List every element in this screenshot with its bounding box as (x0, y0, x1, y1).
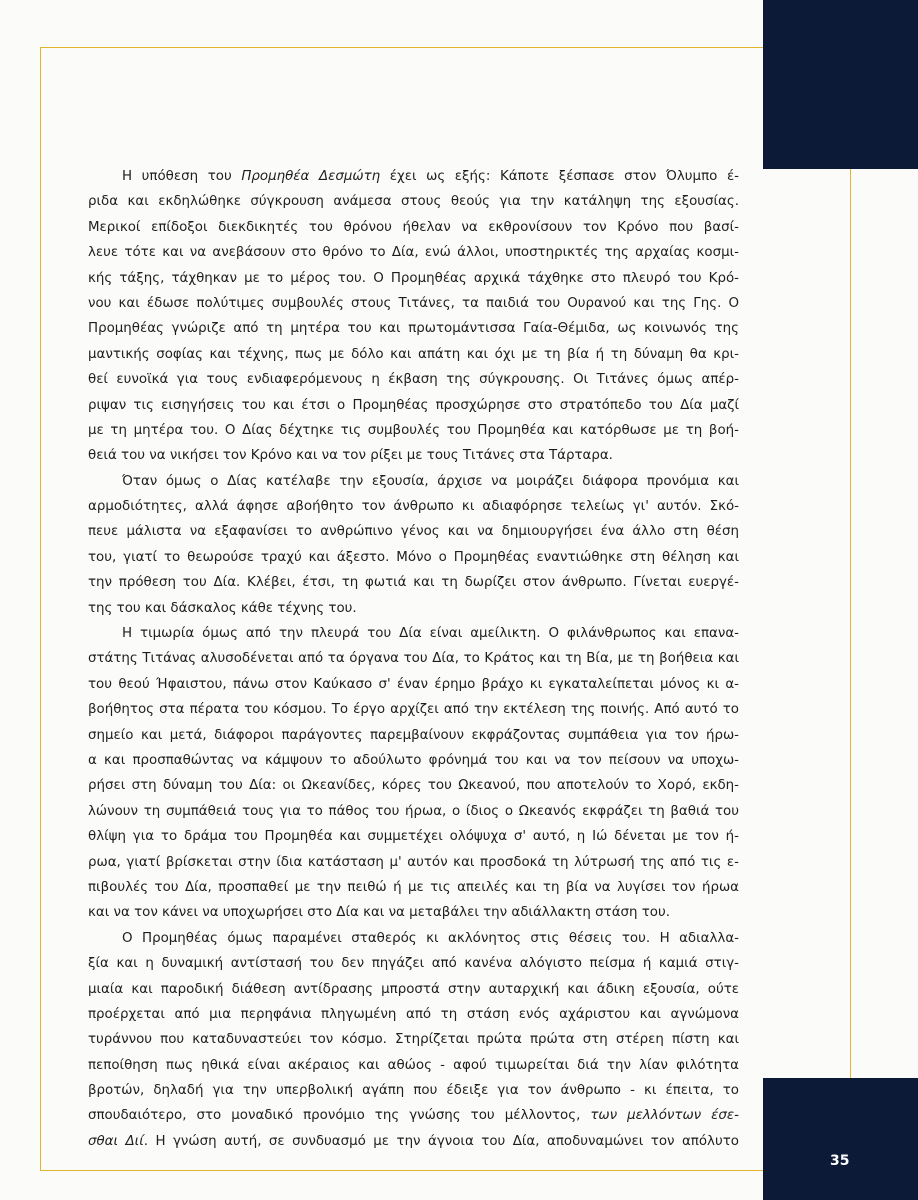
text-line: την πρόθεση του Δία. Κλέβει, έτσι, τη φωτιά και τη δωρίζει στον άνθρωπο. Γίνεται ευεργέ- (88, 575, 739, 591)
text-line: ριδα και εκδηλώθηκε σύγκρουση ανάμεσα στους θεούς για την κατάληψη της εξουσίας. (88, 194, 739, 210)
page-number: 35 (830, 1153, 850, 1169)
text-line: Η υπόθεση του Προμηθέα Δεσμώτη έχει ως εξής: Κάποτε ξέσπασε στον Όλυμπο έ- (122, 169, 740, 184)
text-line: πιβουλές του Δία, προσπαθεί με την πειθώ ή με τις απειλές και τη βία να λυγίσει τον ήρωα (88, 879, 739, 895)
text-line: μιαία και παροδική διάθεση αντίδρασης μπροστά στην αυταρχική και άδικη εξουσία, ούτε (88, 981, 739, 997)
text-line: θεί ευνοϊκά για τους ενδιαφερόμενους η έκβαση της σύγκρουσης. Οι Τιτάνες όμως απέρ- (88, 372, 739, 388)
text-line: ρήσει στη δύναμη του Δία: οι Ωκεανίδες, κόρες του Ωκεανού, που αποτελούν το Χορό, εκδη- (88, 778, 739, 794)
text-line: λώνουν τη συμπάθειά τους για το πάθος του ήρωα, ο ίδιος ο Ωκεανός εκφράζει τη βαθιά του (88, 803, 739, 819)
navy-corner-block-top (763, 0, 918, 169)
text-line: βροτών, δηλαδή για την υπερβολική αγάπη που έδειξε για τον άνθρωπο - κι έπειτα, το (88, 1083, 739, 1099)
text-line: πευε μάλιστα να εξαφανίσει το ανθρώπινο γένος και να δημιουργήσει ένα άλλο στη θέση (88, 524, 739, 540)
text-line: α και προσπαθώντας να κάμψουν το αδούλωτο φρόνημά του και να τον πείσουν να υποχω- (88, 752, 739, 768)
text-line: ξία και η δυναμική αντίστασή του δεν πηγάζει από κανένα αλόγιστο πείσμα ή καμιά στιγ- (88, 956, 739, 972)
text-line: προέρχεται από μια περηφάνια πληγωμένη από τη στάση ενός αχάριστου και αγνώμονα (88, 1006, 739, 1022)
navy-corner-block-bottom (763, 1078, 918, 1200)
text-line: ριψαν τις εισηγήσεις του και έτσι ο Προμηθέας προσχώρησε στο στρατόπεδο του Δία μαζί (88, 397, 739, 413)
text-line: θειά του να νικήσει τον Κρόνο και να τον ρίξει με τους Τιτάνες στα Τάρταρα. (88, 448, 613, 464)
text-line: Η τιμωρία όμως από την πλευρά του Δία είναι αμείλικτη. Ο φιλάνθρωπος και επανα- (122, 626, 739, 642)
text-line: μαντικής σοφίας και τέχνης, πως με δόλο και απάτη και όχι με τη βία ή τη δύναμη θα κρι- (88, 346, 739, 362)
text-line: Προμηθέας γνώριζε από τη μητέρα του και πρωτομάντισσα Γαία-Θέμιδα, ως κοινωνός της (88, 321, 739, 337)
text-line: στάτης Τιτάνας αλυσοδένεται από τα όργανα του Δία, το Κράτος και τη Βία, με τη βοήθεια και (88, 651, 739, 667)
text-line: Όταν όμως ο Δίας κατέλαβε την εξουσία, άρχισε να μοιράζει διάφορα προνόμια και (122, 473, 739, 489)
text-line: κής τάξης, τάχθηκαν με το μέρος του. Ο Προμηθέας αρχικά τάχθηκε στο πλευρό του Κρό- (88, 270, 739, 286)
text-line: πεποίθηση πως ηθικά είναι ακέραιος και αθώος - αφού τιμωρείται διά την λίαν φιλότητα (88, 1057, 739, 1073)
body-text (88, 164, 739, 1154)
text-line: αρμοδιότητες, αλλά άφησε αβοήθητο τον άνθρωπο κι αδιαφόρησε τελείως γι' αυτόν. Σκό- (88, 499, 739, 515)
text-line: σπουδαιότερο, στο μοναδικό προνόμιο της γνώσης του μέλλοντος, των μελλόντων έσε- (88, 1108, 739, 1124)
text-line: νου και έδωσε πολύτιμες συμβουλές στους Τιτάνες, τα παιδιά του Ουρανού και της Γης. Ο (88, 295, 739, 311)
text-line: θλίψη για το δράμα του Προμηθέα και συμμετέχει ολόψυχα σ' αυτό, η Ιώ δένεται με τον ή- (88, 829, 739, 845)
text-line: της του και δάσκαλος κάθε τέχνης του. (88, 600, 357, 616)
text-line: σθαι Διί. Η γνώση αυτή, σε συνδυασμό με την άγνοια του Δία, αποδυναμώνει τον απόλυτο (88, 1133, 739, 1149)
text-line: λευε τότε και να ανεβάσουν στο θρόνο το Δία, ενώ άλλοι, υποστηρικτές της αρχαίας κοσμι- (88, 245, 739, 261)
text-line: του, γιατί το θεωρούσε τραχύ και άξεστο. Μόνο ο Προμηθέας εναντιώθηκε στη θέληση και (88, 549, 739, 565)
text-line: με τη μητέρα του. Ο Δίας δέχτηκε τις συμβουλές του Προμηθέα και κατόρθωσε με τη βοή- (88, 422, 739, 438)
text-line: σημείο και μετά, διάφοροι παράγοντες παρεμβαίνουν εκφράζοντας συμπάθεια για τον ήρω- (88, 727, 739, 743)
text-line: και να τον κάνει να υποχωρήσει στο Δία και να μεταβάλει την αδιάλλακτη στάση του. (88, 905, 671, 921)
text-line: τυράννου που καταδυναστεύει τον κόσμο. Στηρίζεται πρώτα πρώτα στη στέρεη πίστη και (88, 1032, 739, 1048)
text-line: Μερικοί επίδοξοι διεκδικητές του θρόνου ήθελαν να εκθρονίσουν τον Κρόνο που βασί- (88, 219, 739, 235)
text-line: βοήθητος στα πέρατα του κόσμου. Το έργο αρχίζει από την εκτέλεση της ποινής. Από αυτό το (88, 702, 739, 718)
text-line: ρωα, γιατί βρίσκεται στην ίδια κατάσταση μ' αυτόν και προσδοκά τη λύτρωσή της από τις ε- (88, 854, 739, 870)
text-line: του θεού Ήφαιστου, πάνω στον Καύκασο σ' έναν έρημο βράχο κι εγκαταλείπεται μόνος κι α- (88, 676, 739, 692)
text-line: Ο Προμηθέας όμως παραμένει σταθερός κι ακλόνητος στις θέσεις του. Η αδιαλλα- (122, 930, 739, 946)
